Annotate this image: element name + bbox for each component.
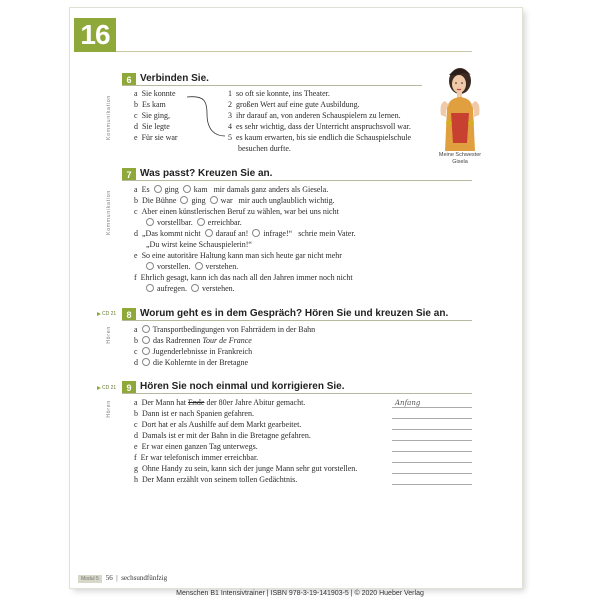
- answer-line[interactable]: [392, 440, 472, 441]
- s9-statement: g Ohne Handy zu sein, kann sich der junge Mann sehr gut vorstellen.: [134, 464, 358, 473]
- match-left-item[interactable]: Sie ging,: [141, 111, 171, 120]
- radio-option[interactable]: [195, 262, 203, 270]
- illustration-caption: Meine Schwester Gisela: [438, 152, 482, 165]
- radio-option[interactable]: [197, 218, 205, 226]
- answer-line[interactable]: [392, 418, 472, 419]
- match-right-item[interactable]: großen Wert auf eine gute Ausbildung.: [236, 100, 360, 109]
- answer-line[interactable]: [392, 484, 472, 485]
- radio-option[interactable]: [180, 196, 188, 204]
- exercise-6-title: Verbinden Sie.: [140, 73, 209, 84]
- header-rule: [116, 51, 472, 52]
- match-right-item[interactable]: ihr darauf an, von anderen Schauspielern zu lernen.: [236, 111, 401, 120]
- radio-option[interactable]: [205, 229, 213, 237]
- s7-item-f-options: aufregen. verstehen.: [142, 284, 235, 294]
- checkbox-circle[interactable]: [142, 347, 150, 355]
- s7-item-e: e So eine autoritäre Haltung kann man sich heute gar nicht mehr: [134, 251, 342, 260]
- radio-option[interactable]: [183, 185, 191, 193]
- module-band: Modul 5: [78, 575, 102, 583]
- skill-label: Hören: [106, 400, 112, 418]
- exercise-number-8: 8: [122, 308, 136, 321]
- page-footer-number: Modul 5 56 | sechsundfünfzig: [78, 574, 167, 583]
- match-right-item[interactable]: es kaum erwarten, bis sie endlich die Schauspielschule: [236, 133, 412, 142]
- s7-item-a: a Es ging kam mir damals ganz anders als Giesela.: [134, 185, 329, 194]
- answer-line[interactable]: [392, 462, 472, 463]
- handwritten-answer: Anfang: [395, 399, 421, 407]
- s8-option: c Jugenderlebnisse in Frankreich: [134, 347, 253, 356]
- s7-item-c-options: vorstellbar. erreichbar.: [142, 218, 242, 228]
- answer-line[interactable]: [392, 473, 472, 474]
- connecting-line: [185, 92, 230, 142]
- publisher-footer: Menschen B1 Intensivtrainer | ISBN 978-3-19-141903-5 | © 2020 Hueber Verlag: [176, 590, 424, 597]
- s7-item-d-cont: „Du wirst keine Schauspielerin!“: [146, 240, 252, 249]
- match-left-item[interactable]: Sie konnte: [141, 89, 176, 98]
- exercise-6-rule: [122, 85, 422, 86]
- skill-label: Hören: [106, 326, 112, 344]
- radio-option[interactable]: [146, 284, 154, 292]
- s9-statement: e Er war einen ganzen Tag unterwegs.: [134, 442, 258, 451]
- radio-option[interactable]: [146, 218, 154, 226]
- radio-option[interactable]: [154, 185, 162, 193]
- checkbox-circle[interactable]: [142, 325, 150, 333]
- match-right-item[interactable]: so oft sie konnte, ins Theater.: [236, 89, 330, 98]
- match-left-item[interactable]: Für sie war: [141, 133, 178, 142]
- s9-statement: a Der Mann hat Ende der 80er Jahre Abitur gemacht.: [134, 398, 306, 407]
- s9-statement: f Er war telefonisch immer erreichbar.: [134, 453, 259, 462]
- play-icon: [97, 386, 101, 390]
- play-icon: [97, 312, 101, 316]
- exercise-9-title: Hören Sie noch einmal und korrigieren Sie.: [140, 381, 345, 392]
- match-right-item[interactable]: es sehr wichtig, dass der Unterricht anspruchsvoll war.: [236, 122, 411, 131]
- answer-line[interactable]: [392, 407, 472, 408]
- exercise-9-rule: [122, 393, 472, 394]
- s9-statement: b Dann ist er nach Spanien gefahren.: [134, 409, 254, 418]
- exercise-8-rule: [122, 320, 472, 321]
- s7-item-d: d „Das kommt nicht darauf an! infrage!“ schrie mein Vater.: [134, 229, 356, 238]
- answer-line[interactable]: [392, 429, 472, 430]
- woman-illustration: [435, 63, 485, 151]
- s8-option: d die Kohlernte in der Bretagne: [134, 358, 249, 367]
- radio-option[interactable]: [146, 262, 154, 270]
- chapter-number: 16: [74, 18, 116, 52]
- s7-item-c: c Aber einen künstlerischen Beruf zu wählen, war bei uns nicht: [134, 207, 339, 216]
- cd-track-badge[interactable]: CD 21: [97, 311, 116, 317]
- radio-option[interactable]: [191, 284, 199, 292]
- skill-label: Kommunikation: [106, 95, 112, 140]
- s7-item-e-options: vorstellen. verstehen.: [142, 262, 238, 272]
- exercise-7-rule: [122, 180, 472, 181]
- s9-statement: h Der Mann erzählt von seinem tollen Gedächtnis.: [134, 475, 298, 484]
- exercise-number-7: 7: [122, 168, 136, 181]
- checkbox-circle[interactable]: [142, 336, 150, 344]
- cd-track-badge[interactable]: CD 21: [97, 385, 116, 391]
- answer-line[interactable]: [392, 451, 472, 452]
- exercise-number-6: 6: [122, 73, 136, 86]
- match-left-item[interactable]: Es kam: [142, 100, 166, 109]
- exercise-number-9: 9: [122, 381, 136, 394]
- exercise-7-title: Was passt? Kreuzen Sie an.: [140, 168, 273, 179]
- exercise-8-title: Worum geht es in dem Gespräch? Hören Sie und kreuzen Sie an.: [140, 308, 449, 319]
- match-right-item-cont: besuchen durfte.: [238, 144, 291, 153]
- s7-item-b: b Die Bühne ging war mir auch unglaublich wichtig.: [134, 196, 335, 205]
- skill-label: Kommunikation: [106, 190, 112, 235]
- s9-statement: d Damals ist er mit der Bahn in die Bretagne gefahren.: [134, 431, 311, 440]
- checkbox-circle[interactable]: [142, 358, 150, 366]
- s8-option: a Transportbedingungen von Fahrrädern in der Bahn: [134, 325, 316, 334]
- s7-item-f: f Ehrlich gesagt, kann ich das nach all den Jahren immer noch nicht: [134, 273, 353, 282]
- radio-option[interactable]: [210, 196, 218, 204]
- match-left-item[interactable]: Sie legte: [142, 122, 170, 131]
- s8-option: b das Radrennen Tour de France: [134, 336, 252, 345]
- radio-option[interactable]: [252, 229, 260, 237]
- s9-statement: c Dort hat er als Aushilfe auf dem Markt gearbeitet.: [134, 420, 302, 429]
